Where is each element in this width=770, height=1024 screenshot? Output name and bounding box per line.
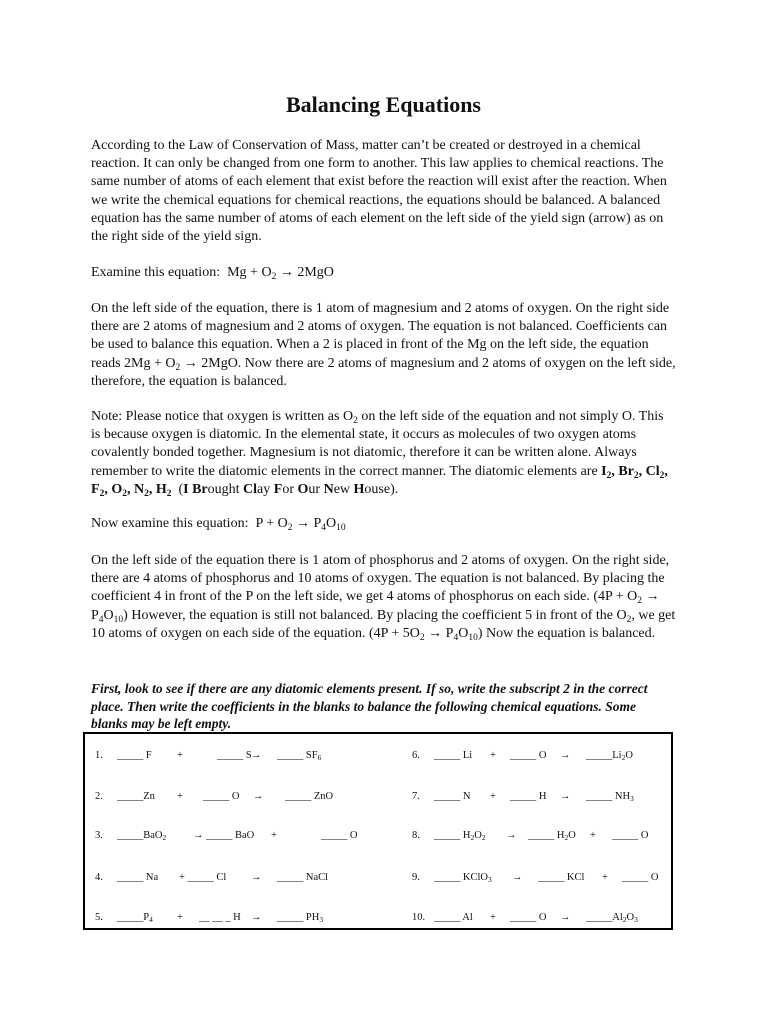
term-text: _____ H [510, 791, 547, 802]
separator: , [638, 463, 646, 479]
separator: , [104, 481, 112, 497]
equation-term [490, 791, 496, 802]
equation-term [321, 830, 357, 841]
term-text: → [512, 872, 523, 883]
term-text: → [506, 830, 517, 841]
diatomic-subscript: 2 [633, 470, 639, 481]
term-subscript: 4 [149, 915, 153, 924]
term-text: _____ O [510, 750, 547, 761]
term-text: _____ O [510, 912, 547, 923]
term-text: → [251, 912, 262, 923]
equation-term [528, 830, 576, 841]
term-text: _____ Al [434, 912, 473, 923]
equation-term [622, 872, 658, 883]
page-title: Balancing Equations [285, 92, 481, 117]
equation-term [490, 912, 496, 923]
term-text: + [590, 830, 596, 841]
term-text: → [253, 791, 264, 802]
equation-term [253, 791, 264, 802]
equation-term [510, 750, 546, 761]
term-text: O [474, 830, 482, 841]
equation-term [217, 750, 252, 761]
term-text: _____ N [434, 791, 471, 802]
term-text: → [560, 791, 571, 802]
term-subscript: 3 [319, 915, 324, 924]
mnemonic-rest: ought [207, 481, 244, 497]
examine-equation-2: Now examine this equation: $P + O_2 \to P_4O_{10}$ [91, 516, 346, 533]
problem-number: 9. [412, 872, 420, 883]
term-subscript: 3 [630, 794, 634, 803]
term-text: _____P [117, 912, 150, 923]
examine-equation-1: Examine this equation: $Mg + O_2 \to 2MgO$ [91, 265, 334, 282]
diatomic-element: N [133, 481, 145, 497]
term-subscript: 2 [621, 753, 626, 762]
equation-term [193, 830, 254, 841]
term-text: + [177, 912, 183, 923]
term-text: _____ PH [277, 912, 320, 923]
equation-term [277, 872, 328, 883]
term-text: _____ S [217, 750, 252, 761]
term-text: → _____ BaO [193, 830, 255, 841]
equation-term [586, 791, 634, 802]
term-text: _____Al [586, 912, 623, 923]
problem-number: 3. [95, 830, 103, 841]
equation-term [277, 750, 321, 761]
equation-term [117, 912, 153, 923]
term-text: → [560, 750, 571, 761]
equation-term [277, 912, 323, 923]
term-text: O [626, 912, 635, 923]
magnesium-paragraph: On the left side of the equation, there is 1 atom of magnesium and 2 atoms of oxygen. On the right side there are 2 atoms of magnesium and 2 atoms of oxygen. The equation is not balanced. Coefficients can be used to balance this equation. When a 2 is placed in front of the Mg on the left side, the equation reads $2Mg + O_2 \to 2MgO$. Now there are 2 atoms of magnesium and 2 atoms of oxygen on the left side, therefore, the equation is balanced. [91, 301, 676, 389]
term-text: + [490, 750, 496, 761]
diatomic-subscript: 2 [606, 470, 612, 481]
equation-term [117, 830, 166, 841]
problem-number: 7. [412, 791, 420, 802]
equation-term [560, 750, 571, 761]
diatomic-element: I [601, 463, 607, 479]
equation-term [510, 791, 546, 802]
mnemonic-rest: ew [333, 481, 354, 497]
term-text: _____ Na [117, 872, 159, 883]
term-subscript: 3 [487, 875, 492, 884]
intro-paragraph: According to the Law of Conservation of Mass, matter can’t be created or destroyed in a chemical reaction. It can only be changed from one form to another. This law applies to chemical reactions. The same number of atoms of each element that exist before the reaction will exist after the reaction. When we write the chemical equations for chemical reactions, the equations should be balanced. A balanced equation has the same number of atoms of each element on the left side of the yield sign (arrow) as on the right side of the yield sign. [91, 138, 667, 245]
term-text: _____ O [612, 830, 649, 841]
diatomic-element: Br [618, 463, 634, 479]
term-text: + [490, 791, 496, 802]
separator: , [611, 463, 619, 479]
phosphorus-paragraph: On the left side of the equation there is 1 atom of phosphorus and 2 atoms of oxygen. On the right side, there are 4 atoms of phosphorus and 10 atoms of oxygen. The equation is not balanced. By placing the coefficient 4 in front of the P on the left side, we get 4 atoms of phosphorus on each side. $(4P + O_2 \to P_4O_{10})$ However, the equation is still not balanced. By placing the coefficient 5 in front of the $O_2$, we get 10 atoms of oxygen on each side of the equation. $(4P + 5O_2 \to P_4O_{10})$ Now the equation is balanced. [91, 553, 676, 643]
equation-term [586, 912, 638, 923]
term-text: O [568, 830, 576, 841]
equation-term [271, 830, 277, 841]
mnemonic-letter: N [323, 481, 334, 497]
problems-box [83, 732, 673, 930]
mnemonic-letter: F [273, 481, 283, 497]
diatomic-subscript: 2 [144, 488, 149, 499]
term-subscript: 2 [162, 833, 167, 842]
equation-term [117, 872, 158, 883]
term-subscript: 2 [481, 833, 486, 842]
separator: , [148, 481, 156, 497]
mnemonic-letter: O [297, 481, 309, 497]
instructions: First, look to see if there are any diatomic elements present. If so, write the subscript 2 in the correct place. Then write the coefficients in the blanks to balance the following chemical equations. Some blanks may be left empty. [91, 681, 648, 731]
mnemonic-rest: ouse [364, 481, 391, 497]
term-text: _____ H [434, 830, 471, 841]
equation-term [251, 912, 262, 923]
equation-term [177, 791, 183, 802]
problem-number: 4. [95, 872, 103, 883]
term-subscript: 2 [470, 833, 475, 842]
equation-term [434, 872, 492, 883]
mnemonic-rest: ay [257, 481, 274, 497]
diatomic-element: F [91, 481, 100, 497]
equation-term [602, 872, 608, 883]
diatomic-subscript: 2 [99, 488, 105, 499]
term-subscript: 2 [564, 833, 569, 842]
mnemonic-letter: H [353, 481, 365, 497]
diatomic-element: O [111, 481, 123, 497]
term-text: + [177, 750, 183, 761]
equation-term [117, 750, 152, 761]
term-text: _____ O [321, 830, 358, 841]
equation-term [586, 750, 633, 761]
problem-number: 5. [95, 912, 103, 923]
mnemonic-letter: Br [192, 481, 208, 497]
equation-term [203, 791, 239, 802]
equation-term [538, 872, 584, 883]
term-text: + [271, 830, 277, 841]
term-subscript: 2 [622, 915, 627, 924]
term-text: _____ NaCl [277, 872, 329, 883]
diatomic-element: Cl [645, 463, 660, 479]
mnemonic-rest: ur [308, 481, 324, 497]
mnemonic-letter: I [183, 481, 193, 497]
term-text: __ __ _ H [199, 912, 241, 923]
term-text: _____ SF [277, 750, 318, 761]
problem-number: 6. [412, 750, 420, 761]
term-text: _____ KCl [538, 872, 585, 883]
equation-term [506, 830, 517, 841]
equation-term [512, 872, 523, 883]
term-text: _____ H [528, 830, 565, 841]
diatomic-note: Note: Please notice that oxygen is written as $O_2$ on the left side of the equation and not simply O. This is because oxygen is diatomic. In the elemental state, it occurs as molecules of two oxygen atoms covalently bonded together. Magnesium is not diatomic, therefore it can be written alone. Always remember to write the diatomic elements in the correct manner. The diatomic elements are $I_2$, $Br_2$, $Cl_2$, $F_2$, $O_2$, $N_2$, $H_2$ (I Brought Clay For Our New House). [91, 409, 668, 499]
term-text: _____Li [586, 750, 622, 761]
mnemonic-rest: or [282, 481, 298, 497]
equation-term [434, 830, 486, 841]
term-text: _____ ZnO [285, 791, 334, 802]
equation-term [434, 912, 473, 923]
term-text: + [602, 872, 608, 883]
term-text: _____ O [622, 872, 659, 883]
problem-number: 10. [412, 912, 426, 923]
mnemonic-letter: Cl [243, 481, 258, 497]
problem-number: 2. [95, 791, 103, 802]
equation-term [510, 912, 546, 923]
term-text: → [251, 872, 262, 883]
problem-number: 8. [412, 830, 420, 841]
diatomic-subscript: 2 [122, 488, 127, 499]
equation-term [117, 791, 155, 802]
term-text: _____ F [117, 750, 152, 761]
equation-term [285, 791, 333, 802]
term-text: _____ O [203, 791, 240, 802]
separator: , [664, 463, 668, 479]
equation-term [251, 872, 262, 883]
equation-term [490, 750, 496, 761]
separator: , [126, 481, 134, 497]
term-text: O [625, 750, 633, 761]
term-text: _____ Li [434, 750, 473, 761]
term-subscript: 3 [634, 915, 638, 924]
equation-term [199, 912, 241, 923]
term-text: _____BaO [117, 830, 163, 841]
term-text: → [560, 912, 571, 923]
diatomic-mnemonic [183, 482, 390, 497]
diatomic-element: H [155, 481, 167, 497]
equation-term [612, 830, 648, 841]
equation-term [560, 791, 571, 802]
equation-term [179, 872, 226, 883]
term-text: → [251, 750, 262, 761]
diatomic-subscript: 2 [659, 470, 665, 481]
equation-term [177, 750, 183, 761]
term-text: _____Zn [117, 791, 155, 802]
equation-term [560, 912, 571, 923]
equation-term [251, 750, 262, 761]
diatomic-subscript: 2 [166, 488, 172, 499]
term-subscript: 6 [317, 753, 322, 762]
problem-number: 1. [95, 750, 103, 761]
term-text: _____ KClO [434, 872, 488, 883]
equation-term [434, 791, 470, 802]
equation-term [434, 750, 472, 761]
term-text: + [177, 791, 183, 802]
term-text: + _____ Cl [179, 872, 227, 883]
equation-term [177, 912, 183, 923]
term-text: + [490, 912, 496, 923]
term-text: _____ NH [586, 791, 631, 802]
equation-term [590, 830, 596, 841]
